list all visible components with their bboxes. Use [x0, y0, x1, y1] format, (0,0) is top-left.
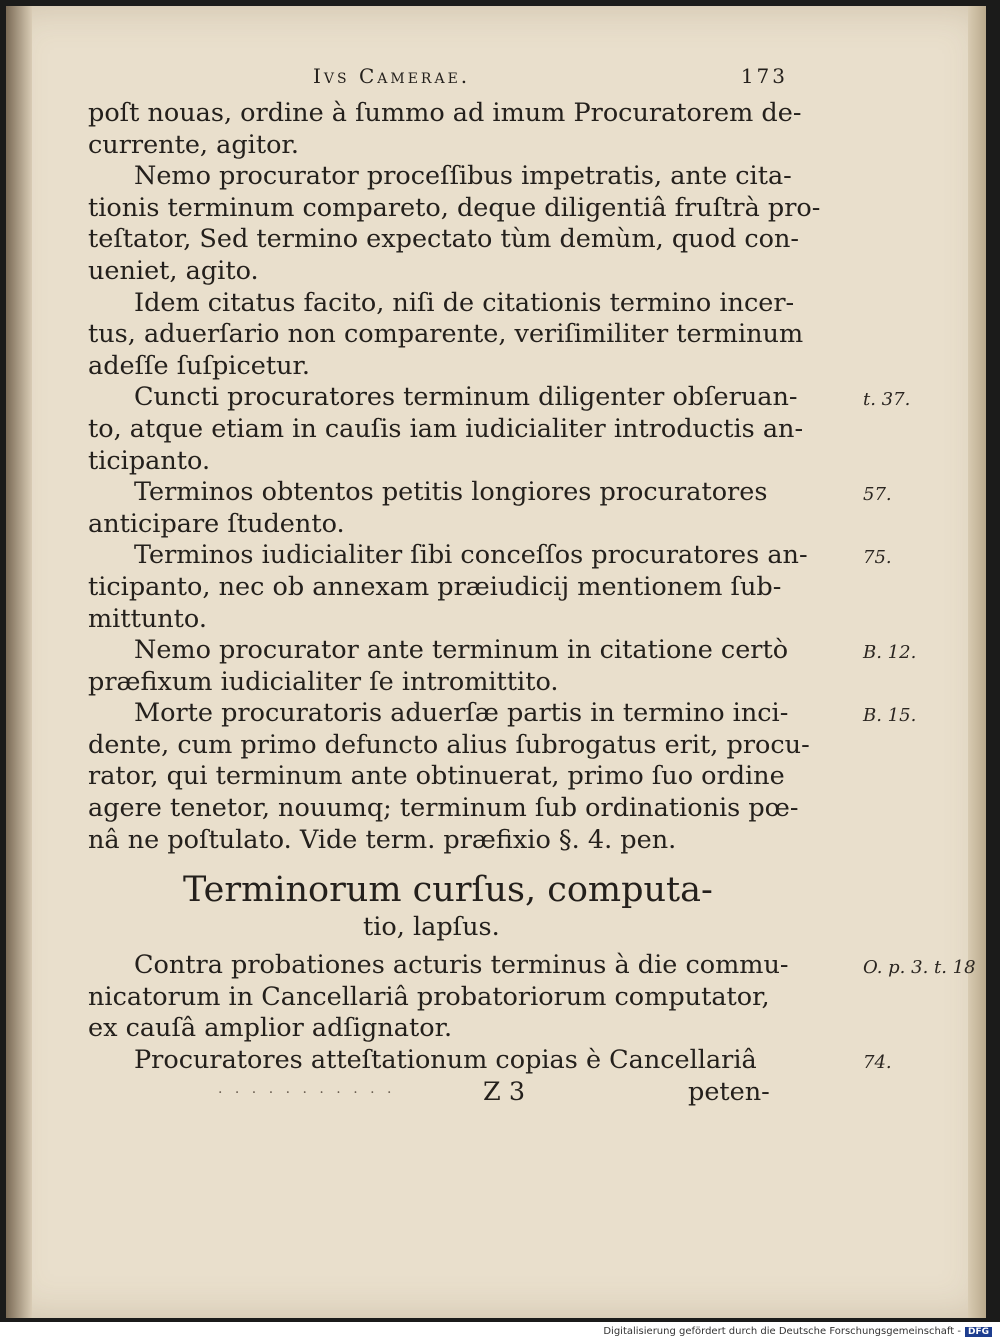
paragraph [88, 635, 917, 698]
paragraph [88, 161, 821, 287]
text-line: adeſſe ſuſpicetur. [88, 350, 311, 381]
text-block [88, 64, 976, 1111]
main-paragraphs [88, 98, 917, 856]
marginal-note: t. 37. [863, 389, 911, 411]
digitization-footer [603, 1326, 992, 1337]
catchword: peten- [688, 1076, 770, 1107]
text-line: præfixum iudicialiter ſe intromittito. [88, 666, 559, 697]
page-gutter [6, 6, 32, 1318]
paragraph [88, 698, 917, 856]
paragraph [88, 540, 892, 635]
footer-text: Digitalisierung gefördert durch die Deutsche Forschungsgemeinschaft - [603, 1326, 961, 1337]
text-line: to, atque etiam in cauſis iam iudicialiter introductis an- [88, 413, 804, 444]
text-line: currente, agitor. [88, 129, 299, 160]
text-line: ex cauſâ amplior adſignator. [88, 1013, 453, 1044]
page-number: 173 [740, 64, 788, 88]
text-line: anticipare ſtudento. [88, 508, 345, 539]
text-line: ticipanto, nec ob annexam præiudicij mentionem ſub- [88, 571, 782, 602]
text-line: Morte procuratoris aduerſæ partis in termino inci- [134, 698, 789, 729]
paragraph [88, 382, 911, 477]
marginal-note: B. 12. [863, 642, 917, 664]
catchline [88, 1077, 808, 1111]
ink-specks: · · · · · · · · · · · [218, 1084, 396, 1101]
section-paragraphs [88, 950, 976, 1076]
text-line: Idem citatus facito, niſi de citationis termino incer- [134, 287, 795, 318]
dfg-logo: DFG [965, 1327, 992, 1337]
text-line: rator, qui terminum ante obtinuerat, primo ſuo ordine [88, 761, 785, 792]
book-page [6, 6, 986, 1318]
text-line: nicatorum in Cancellariâ probatoriorum computator, [88, 981, 770, 1012]
text-line: Cuncti procuratores terminum diligenter obſeruan- [134, 382, 798, 413]
text-line: teſtator, Sed termino expectato tùm demùm, quod con- [88, 224, 800, 255]
running-head [88, 64, 808, 98]
text-line: mittunto. [88, 603, 207, 634]
marginal-note: 75. [863, 547, 892, 569]
paragraph [88, 98, 808, 161]
text-line: Terminos iudicialiter ſibi conceſſos procuratores an- [134, 540, 808, 571]
text-line: Procuratores atteſtationum copias è Cancellariâ [134, 1045, 757, 1076]
text-line: Terminos obtentos petitis longiores procuratores [134, 477, 768, 508]
signature-mark: Z 3 [483, 1076, 526, 1107]
paragraph [88, 950, 976, 1045]
text-line: Nemo procurator ante terminum in citatione certò [134, 635, 789, 666]
text-line: Contra probationes acturis terminus à die commu- [134, 950, 789, 981]
text-line: nâ ne poſtulato. Vide term. præfixio §. 4. pen. [88, 824, 677, 855]
text-line: dente, cum primo defuncto alius ſubrogatus erit, procu- [88, 729, 810, 760]
paragraph [88, 1045, 892, 1077]
marginal-note: B. 15. [863, 705, 917, 727]
text-line: ueniet, agito. [88, 255, 259, 286]
text-line: agere tenetor, nouumq; terminum ſub ordinationis pœ- [88, 793, 799, 824]
marginal-note: O. p. 3. t. 18 [863, 957, 976, 979]
text-line: tus, aduerſario non comparente, veriſimiliter terminum [88, 319, 804, 350]
text-line: Nemo procurator proceſſibus impetratis, ante cita- [134, 161, 792, 192]
text-line: tionis terminum compareto, deque diligentiâ fruſtrà pro- [88, 192, 821, 223]
text-line: poſt nouas, ordine à ſummo ad imum Procuratorem de- [88, 98, 802, 128]
section-heading-continuation: tio, lapſus. [363, 912, 500, 943]
paragraph [88, 477, 892, 540]
marginal-note: 74. [863, 1052, 892, 1074]
text-line: ticipanto. [88, 445, 211, 476]
section-heading: Terminorum curſus, computa- [183, 870, 713, 911]
page-edge [968, 6, 986, 1318]
marginal-note: 57. [863, 484, 892, 506]
running-title: Ivs Camerae. [313, 64, 471, 88]
paragraph [88, 288, 808, 383]
